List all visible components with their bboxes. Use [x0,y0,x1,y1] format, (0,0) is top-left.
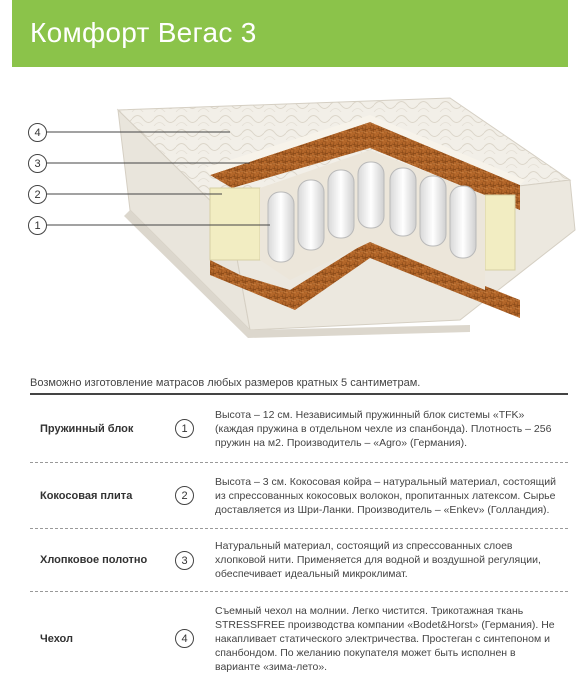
layer-name: Пружинный блок [40,422,134,435]
layer-description: Высота – 12 см. Независимый пружинный блок системы «TFK» (каждая пружина в отдельном чехле из спанбонда). Плотность – 256 пружин на м2. Производитель – «Agro» (Германия). [215,408,552,449]
page-title: Комфорт Вегас 3 [30,17,257,48]
layer-description: Высота – 3 см. Кокосовая койра – натуральный материал, состоящий из спрессованных кокосовых волокон, пропитанных латексом. Сырье доставляется из Шри-Ланки. Производитель – «Enkev» (Голландия). [215,475,556,516]
layer-name: Хлопковое полотно [40,554,148,566]
layer-number-badge: 2 [175,486,194,505]
mattress-illustration [0,70,580,370]
table-row [30,529,568,592]
callout-4: 4 [28,123,47,142]
foam-side [210,188,260,260]
callout-2: 2 [28,185,47,204]
layer-name: Чехол [40,632,73,645]
layers-table [30,393,568,685]
callout-1: 1 [28,216,47,235]
callout-3: 3 [28,154,47,173]
layer-description: Съемный чехол на молнии. Легко чистится. Трикотажная ткань STRESSFREE производства компании «Bodet&Horst» (Германия). Не накапливает статического электричества. Простеган с синтепоном и спанбондом. По желанию покупателя может быть исполнен в варианте «зима-лето». [215,604,555,673]
table-row [30,463,568,529]
table-row [30,395,568,463]
layer-number-badge: 1 [175,419,194,438]
foam-side-right [485,195,515,270]
layer-number-badge: 4 [175,629,194,648]
layer-name: Кокосовая плита [40,489,133,502]
layer-number-badge: 3 [175,551,194,570]
table-row [30,592,568,685]
layer-description: Натуральный материал, состоящий из спрессованных слоев хлопковой нити. Применяется для водной и воздушной регуляции, обеспечивает идеальный микроклимат. [215,540,541,580]
header-banner [12,0,568,67]
intro-text: Возможно изготовление матрасов любых размеров кратных 5 сантиметрам. [30,377,421,389]
